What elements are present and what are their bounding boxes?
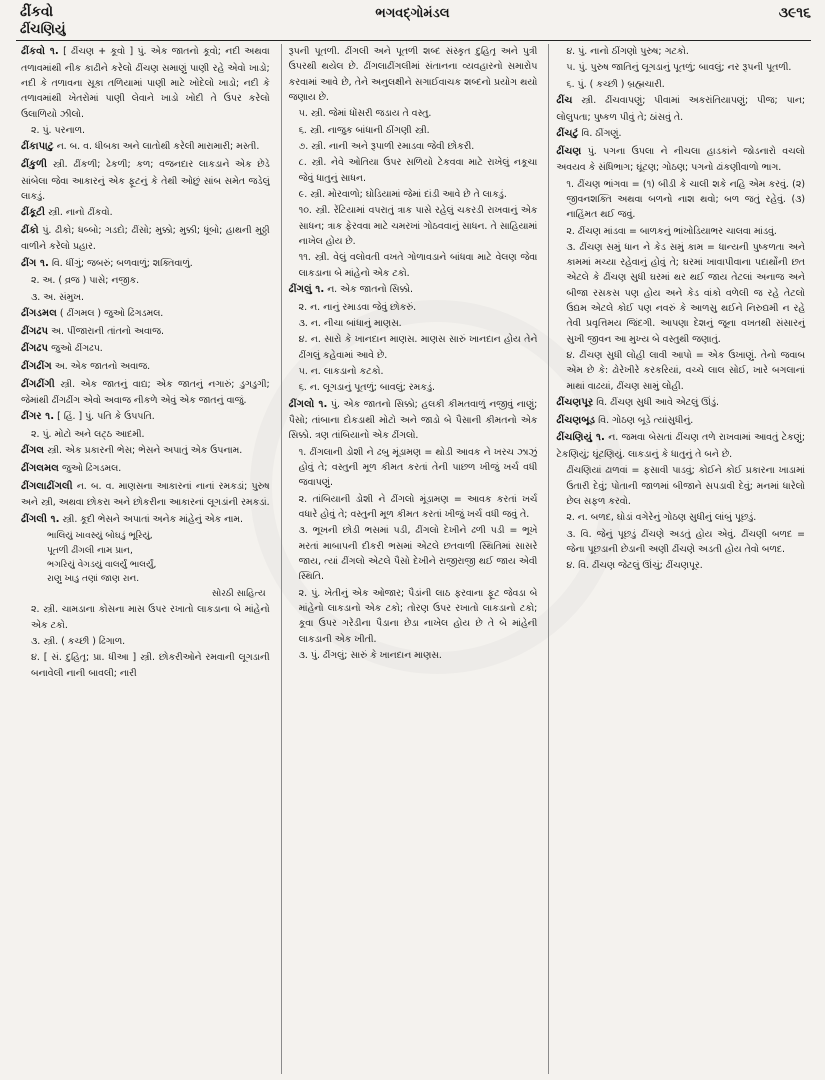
dictionary-entry: [21, 256, 270, 273]
definition-text: ( ઢીંગમલ ) જુઓ ઢિંગડમલ.: [59, 308, 164, 320]
definition-text: ૫. ન. લાકડાનો કટકો.: [298, 365, 384, 377]
definition-text: ૪. ન. સારો કે ખાનદાન માણસ. માણસ સારું ખાનદાન હોય તેને ઢીંગલું કહેવામાં આવે છે.: [298, 334, 538, 361]
definition-text: ૬. સ્ત્રી. નાજુક બાંધાની ઠીંગણી સ્ત્રી.: [298, 124, 430, 136]
dictionary-entry: [21, 341, 270, 358]
definition-text: વિ. ઢીંચણ સુધી આવે એટલું ઊંડું.: [596, 397, 719, 409]
dictionary-entry: [21, 306, 270, 323]
headword: ઢીંકાપાટુ: [21, 141, 54, 153]
headword: ઢીંગર ૧.: [21, 411, 55, 423]
dictionary-entry: [556, 144, 805, 176]
sense-item: [31, 427, 270, 442]
dictionary-entry: [21, 205, 270, 222]
column-1: [18, 44, 273, 1074]
dictionary-entry: [21, 139, 270, 156]
headword: ઢીંગ ૧.: [21, 257, 49, 269]
headword: ઢીંગઢીંગી: [21, 378, 55, 390]
dictionary-entry: [289, 44, 538, 105]
definition-text: વિ. ધીંગું; જબરું; બળવાળું; શક્તિવાળું.: [51, 257, 193, 269]
dictionary-entry: [556, 126, 805, 143]
definition-text: સ્ત્રી. એક જાતનું વાદ્ય; એક જાતનું નગારું; ડુગડુગી; જેમાંથી ઢીંગઢીંગ એવો અવાજ નીકળે એવું એક જાતનું વાજું.: [21, 378, 270, 407]
definition-text: ઢીંચણિયાં ઢાળવાં = ફસાવી પાડવું; કોઈને કોઈ પ્રકારના ખાડામાં ઉતારી દેવું; પોતાની જાળમાં બીજાને સપડાવી દેવું; મનમાં ધારેલો છેલ સફળ કરવો.: [566, 465, 806, 507]
sense-item: [566, 463, 805, 509]
headword: ઢીંચ: [556, 94, 573, 106]
definition-text: ૩. ઢીંચણ સમું ધાન ને કેડ સમું કામ = ધાન્યની પુષ્કળતા અને કામમાં મચ્યા રહેવાનું હોવું તે; ઘરમાં ખાવાપીવાના પદાર્થોની છત એટલે કે ઢીંચણ સુધી ઘરમાં થર થઈ જાય તેટલાં અનાજ અને બીજા રસકસ પણ હોય અને કેડ વાંકો વળેલી જ રહે તેટલો ઉદ્યમ એટલે કોઈ પણ નવરું કે આળસુ થઈને નિરુદ્યમી ન રહે તેવી પ્રવૃત્તિમય જિંદગી. આપણા દેશનું જૂના વખતથી સંસારનું સુખી જીવન આ મુખ્ય બે વસ્તુથી જણાતું.: [566, 241, 806, 345]
definition-text: ૭. સ્ત્રી. નાની અને રૂપાળી રમાડવા જેવી છોકરી.: [298, 140, 475, 152]
sense-item: [31, 650, 270, 681]
headword: ઢીંકુળી: [21, 158, 48, 170]
definition-text: સ્ત્રી. એક પ્રકારની ભેસ; ભેસને અપાતું એક ઉપનામ.: [47, 445, 243, 457]
definition-text: ૬. ન. લૂગડાનું પૂતળું; બાવલું; રમકડું.: [298, 382, 436, 394]
definition-text: [ હિં. ] પું. પતિ કે ઉપપતિ.: [57, 411, 155, 423]
definition-text: ૩. ભૂખની છોડી ભસમાં પડી, ઢીંગલો દેખીને ઢળી પડી = ભૂખે મરતાં માબાપની દીકરી ભસમાં એટલે છતવાળી સ્થિતિમાં સાસરે જાય, ત્યાં ઢીંગલો એટલે પૈસો દેખીને રાજીરાજી થઈ જાય એવી સ્થિતિ.: [298, 525, 538, 583]
headword: ઢીંચણિયું ૧.: [556, 432, 605, 444]
definition-text: સ્ત્રી. ઢીંકળી; ઢેકળી; કળ; વજનદાર લાકડાને એક છેડે સાંબેલા જેવા આકારનું એક ફૂટનું કે તેથી ઓછું સાંબ સમેત જડેલું લાકડું.: [21, 158, 270, 202]
definition-text: ૨. સ્ત્રી. ચામડાના કોસના માસ ઉપર રખાતો લાકડાના બે માંહેનો એક ટકો.: [31, 604, 270, 631]
dictionary-entry: [556, 395, 805, 412]
headword: ઢીંકો: [21, 224, 39, 236]
sense-item: [299, 380, 538, 395]
sense-item: [299, 445, 538, 491]
headword: ઢીંગડમલ: [21, 308, 57, 320]
definition-text: પું. પગના ઉપલા ને નીચલા હાડકાંને જોડનારો વચલો અવયવ કે સંધિભાગ; ઘૂંટણ; ગોઠણ; પગનો ઢાંકણીવાળો ભાગ.: [556, 145, 806, 174]
dictionary-entry: [289, 397, 538, 444]
definition-text: ૨. પું. મોટો અને લટ્ઠ આદમી.: [31, 429, 145, 441]
definition-text: ન. બ. વ. ધીબકા અને લાતોથી કરેલી મારામારી; મસ્તી.: [56, 141, 260, 153]
definition-text: સ્ત્રી. કૂદી ભેસને અપાતાં અનેક માંહેનું એક નામ.: [62, 513, 244, 525]
dictionary-entry: [21, 409, 270, 426]
headword: ઢીંગલી ૧.: [21, 513, 60, 525]
sense-item: [31, 634, 270, 649]
headword: ઢીંગલું ૧.: [288, 283, 325, 295]
definition-text: ૪. [ સં. દુહિતૃ; પ્રા. ધીઆ ] સ્ત્રી. છોકરીઓને રમવાની લૂગડાની બનાવેલી નાની બાવલી; નારી: [31, 652, 270, 679]
verse-line: રાણુ ખાડુ તણાં જાણ રાન.: [47, 574, 140, 585]
sense-item: [299, 187, 538, 202]
sense-item: [31, 273, 270, 288]
dictionary-entry: [21, 44, 270, 122]
definition-text: ૧. ઢીંચણ ભાંગવા = (૧) બીડી કે ચાલી શકે નહિ એમ કરવું. (૨) જીવનશક્તિ અથવા બળનો નાશ થવો; બળ જતું રહેવું. (૩) નાહિંમત થઈ જવું.: [566, 178, 806, 221]
definition-text: રૂપની પૂતળી. ઢીંગલી અને પૂતળી શબ્દ સંસ્કૃત દુહિતૃ અને પુત્રી ઉપરથી થયેલ છે. ઢીંગલાઢીંગલીમાં સંતાનના વ્યવહારનો સમારોપ કરવામાં આવે છે, તેને અનુલક્ષીને સગાઈવાચક શબ્દનો પ્રયોગ થયો જણાય છે.: [288, 46, 538, 103]
sense-item: [299, 250, 538, 281]
dictionary-entry: [21, 377, 270, 409]
headword: ઢીંગઢપ: [21, 325, 49, 337]
definition-text: અ. પીંજારાની તાંતનો અવાજ.: [51, 325, 164, 337]
sense-item: [566, 177, 805, 223]
dictionary-entry: [21, 461, 270, 478]
definition-text: ૫. પું. પુરુષ જાતિનું લૂગડાનું પૂતળું; બાવલું; નર રૂપની પૂતળી.: [566, 62, 792, 74]
definition-text: ૨. અ. ( વ્રજ ) પાસે; નજીક.: [31, 275, 140, 287]
sense-item: [299, 648, 538, 663]
sense-item: [31, 290, 270, 305]
dictionary-entry: [21, 512, 270, 529]
sense-item: [299, 139, 538, 154]
definition-text: ૨. પું. ખેતીનું એક ઓજાર; પૈડાંની લાઠ ફરવાના ફૂટ જેવડા બે માંહેનો લાકડાનો એક ટકો; તોરણ ઉપર રખાતો લાકડાનો ટકો; કૂવા ઉપર ગરેડીના પૈડાના છેડા નાખેલ હોય છે તે બે માંહેની લાકડાની એક ખીતી.: [298, 587, 538, 645]
definition-text: વિ. ગોઠણ બૂડે ત્યાંસુધીનું.: [598, 414, 694, 426]
verse-source: સોરઠી સાહિત્ય: [211, 588, 266, 599]
headword: ઢીંગલમલ: [21, 463, 60, 475]
definition-text: ૪. વિ. ઢીંચણ જેટલું ઊંચું; ઢીંચણપૂર.: [566, 560, 703, 572]
headword: ઢીંગલ: [21, 445, 45, 457]
headword: ઢીંકૂટી: [21, 207, 46, 219]
sense-item: [566, 77, 805, 92]
definition-text: ૩. પું. ઢીંગલું; સારું કે ખાનદાન માણસ.: [298, 650, 442, 662]
dictionary-body: [18, 44, 808, 1074]
headword: ઢીંચણપૂર: [556, 397, 594, 409]
page-header: [0, 0, 825, 37]
sense-item: [299, 492, 538, 523]
dictionary-entry: [556, 93, 805, 125]
dictionary-entry: [21, 324, 270, 341]
column-3: [548, 44, 808, 1074]
definition-text: પું. એક જાતનો સિક્કો; હલકી કીમતવાળું નજીવું નાણું; પૈસો; તાંબાના દોકડાથી મોટો અને જાડો બે પૈસાની કીમતનો એક સિક્કો. ત્રણ તાંબિયાનો એક ઢીંગલો.: [288, 398, 538, 442]
dictionary-entry: [21, 157, 270, 204]
sense-item: [299, 523, 538, 584]
sense-item: [566, 510, 805, 525]
headword: ઢીંચણબૂડ: [556, 414, 596, 426]
header-rule: [16, 40, 811, 41]
dictionary-entry: [21, 359, 270, 376]
guide-word-second: ઢીંચણિયું: [20, 22, 66, 37]
definition-text: ન. બ. વ. માણસના આકારનાં નાનાં રમકડાં; પુરુષ અને સ્ત્રી, અથવા છોકરા અને છોકરીના આકારનાં લૂગડાંની રમકડાં.: [21, 480, 270, 509]
verse-line: ભાલિયું ખાવસ્યું બોઘડું ભૂરિયું,: [47, 531, 153, 542]
definition-text: પું. ઢીકો; ધબ્બો; ગડદો; ઢીંસો; મુક્કો; મુક્કી; ધૂંબો; હાથની મુઠ્ઠી વાળીને કરેલો પ્રહાર.: [21, 224, 270, 253]
definition-text: જુઓ ઢિંગડમલ.: [62, 463, 122, 475]
definition-text: ૩. સ્ત્રી. ( કચ્છી ) ઢિંગાળ.: [31, 635, 126, 647]
sense-item: [31, 123, 270, 138]
definition-text: જુઓ ઢીંગઢપ.: [51, 343, 103, 355]
sense-item: [299, 332, 538, 363]
sense-item: [299, 106, 538, 121]
definition-text: વિ. ઠીંગણું.: [581, 127, 622, 139]
definition-text: ૯. સ્ત્રી. મોરવાળો; ઘોડિયામાં જેમાં દાંડી આવે છે તે લાકડું.: [298, 188, 507, 200]
sense-item: [299, 300, 538, 315]
definition-text: અ. એક જાતનો અવાજ.: [54, 360, 151, 372]
column-2: [281, 44, 541, 1074]
definition-text: ૧૧. સ્ત્રી. વેલું વલોવતી વખતે ગોળાવડાને બાંધવા માટે વેલણ જેવા લાકડાના બે માંહેનો એક ટકો.: [298, 252, 538, 279]
definition-text: ૬. પું. ( કચ્છી ) બ્રહ્મચારી.: [566, 78, 665, 90]
definition-text: ૨. ઢીંચણ માંડવા = બાળકનું ભાંખોડિયાભર ચાલવા માંડવું.: [566, 225, 777, 237]
definition-text: ન. જમવા બેસતાં ઢીંચણ તળે રાખવામાં આવતું ટેકણું; ટેકણિયું; ઘૂંટણિયું. લાકડાનું કે ધાતુનું તે બને છે.: [556, 432, 805, 460]
guide-word-first: ઢીંકવો: [20, 4, 54, 20]
sense-item: [299, 203, 538, 249]
definition-text: ૨. પું. પરનાળ.: [31, 124, 86, 136]
sense-item: [566, 527, 805, 558]
verse-line: ભગરિયું વેગડયું વાલર્યું ભાલર્યું,: [47, 560, 157, 571]
sense-item: [566, 240, 805, 347]
book-title: ભગવદ્ગોમંડલ: [375, 6, 450, 21]
quoted-verse: [47, 529, 270, 601]
definition-text: ૩. અ. સંમુખ.: [31, 291, 84, 303]
definition-text: ૪. ઢીંચણ સુધી લોહી લાવી આપો = એક ઉખાણું. તેનો જવાબ એમ છે કે: ઢોરેખીરે કરકરિયાં, વચ્ચે લાલ સોઈ, ખારે બગલાનાં માથાં વાઢયાં, ઢીંચણ સામું લોહી.: [566, 350, 806, 392]
definition-text: ૨. તાંબિયાની ડોશી ને ઢીંગલો મૂંડામણ = આવક કરતાં ખર્ચ વધારે હોવું તે; વસ્તુની મૂળ કીમત કરતાં ખીજું ખર્ચ વધી જવું તે.: [298, 493, 538, 521]
definition-text: ૨. ન. નાનું રમાડવા જેવું છોકરું.: [298, 301, 417, 313]
headword: ઢીંચણ: [556, 145, 582, 157]
definition-text: સ્ત્રી. નાનો ઢીંકવો.: [48, 207, 113, 219]
sense-item: [31, 602, 270, 633]
definition-text: ૮. સ્ત્રી. નેવે ઓતિયા ઉપર સળિયો ટેકવવા માટે રાખેલું નકૂચા જેવું ધાતુનું સાધન.: [298, 157, 538, 184]
sense-item: [299, 155, 538, 186]
definition-text: ૫. સ્ત્રી. જેમાં ધોંસરી જડાય તે વસ્તુ.: [298, 108, 432, 120]
sense-item: [566, 558, 805, 573]
dictionary-entry: [556, 430, 805, 462]
sense-item: [566, 348, 805, 394]
headword: ઢીંચટું: [556, 127, 579, 139]
headword: ઢીંગલાઢીંગલી: [21, 480, 73, 492]
sense-item: [299, 586, 538, 647]
page-number: ૩૯૧૬: [778, 5, 811, 21]
sense-item: [566, 60, 805, 75]
dictionary-entry: [21, 443, 270, 460]
sense-item: [299, 364, 538, 379]
headword: ઢીંગલો ૧.: [288, 398, 328, 410]
headword: ઢીંગઢપ: [21, 343, 49, 355]
definition-text: ૩. ન. નીચા બાંધાનું માણસ.: [298, 317, 402, 329]
definition-text: ૧. ઢીંગલાની ડોશી ને ઢબુ મૂંડામણ = થોડી આવક ને ખરચ ઝાઝું હોવું તે; વસ્તુની મૂળ કીમત કરતાં તેની પાછળ ખીજું ખર્ચ વધી જવાપણું.: [298, 446, 538, 489]
dictionary-entry: [556, 413, 805, 430]
headword: ઢીંગઢીંગ: [21, 360, 52, 372]
definition-text: ન. એક જાતનો સિક્કો.: [327, 283, 414, 295]
definition-text: સ્ત્રી. ઢીંચવાપણું; પીવામાં અકરાંતિયાપણું; પીજ; પાન; લોલુપતા; પુષ્કળ પીવું તે; ઠાંસવું તે.: [556, 94, 806, 123]
sense-item: [566, 224, 805, 239]
definition-text: [ ઢીંચણ + કૂવો ] પું. એક જાતનો કૂવો; નદી અથવા તળાવમાંથી નીક કાઢીને કરેલો ઢીંચણ સમાણું પાણી રહે એવો ખાડો; નદી કે તળાવના સૂકા તળિયામાં પાણી માટે ખોદેલો ખાડો; નદી કે તળાવમાંથી ખેતરોમાં પાણી લેવાને ખાડો ખોદી તે ઉપર કરેલો ઉલાળિયો ઝીલો.: [21, 46, 270, 120]
dictionary-entry: [21, 479, 270, 511]
verse-line: પૂતળી ઢીંગલી નામ પ્રાન,: [47, 545, 133, 556]
definition-text: ૪. પું. નાનો ઠીંગણો પુરુષ; ગટકો.: [566, 46, 689, 57]
definition-text: ૧૦. સ્ત્રી. રેંટિયામાં વપરાતું ત્રાક પાસે રહેલું ચકરડી રાખવાનું એક સાધન; ત્રાક ફેરવવા માટે ચમરખાં ગોઠવવાનું સાધન. તે સાહિયામાં નાખેલ હોય છે.: [298, 205, 538, 247]
definition-text: ૨. ન. બળદ, ઘોડાં વગેરેનું ગોઠણ સુધીનું લાંબું પૂછડું.: [566, 512, 757, 524]
dictionary-entry: [21, 223, 270, 255]
dictionary-entry: [289, 282, 538, 299]
sense-item: [299, 123, 538, 138]
headword: ઢીંકવો ૧.: [21, 46, 59, 57]
sense-item: [566, 44, 805, 59]
definition-text: ૩. વિ. જેનું પૂછડું ઢીંચણે અડતું હોય એવું. ઢીંચણી બળદ = જેના પૂછડાની છેડાની અણી ઢીંચણે અડતી હોય તેવો બળદ.: [566, 528, 806, 555]
sense-item: [299, 316, 538, 331]
